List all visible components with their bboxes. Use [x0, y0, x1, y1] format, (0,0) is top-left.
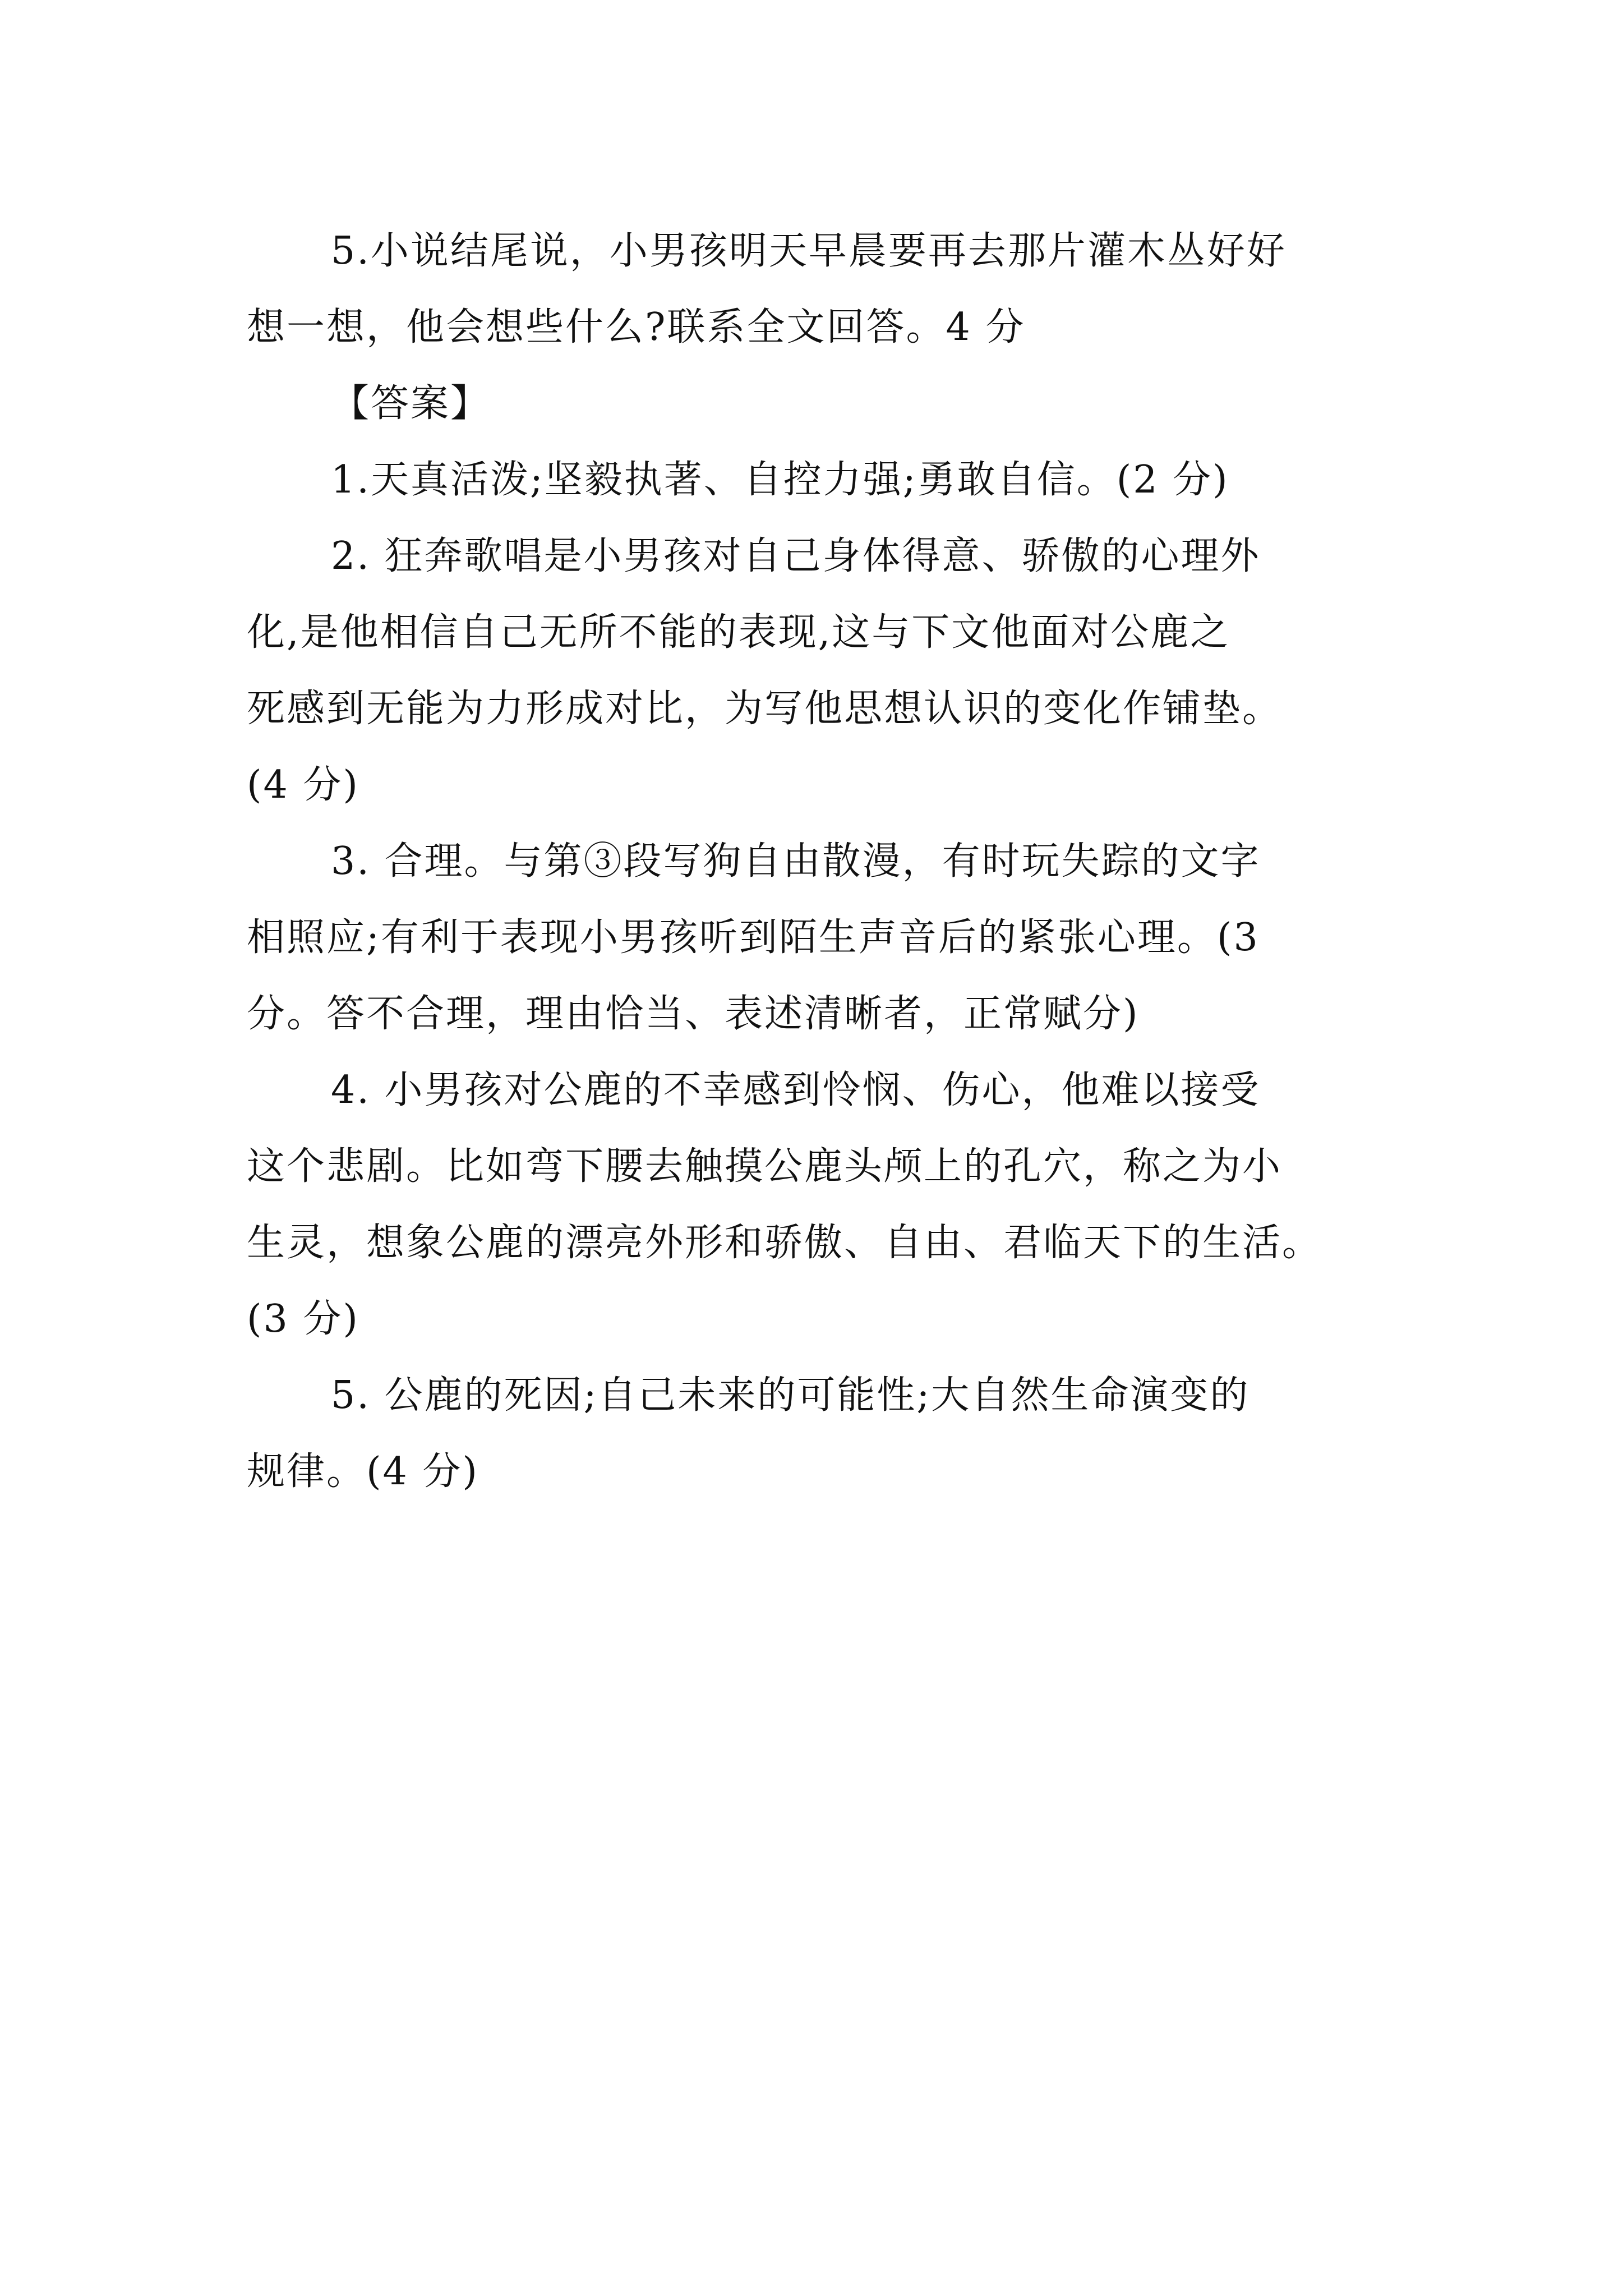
question-5-line-1: 5.小说结尾说，小男孩明天早晨要再去那片灌木丛好好 [331, 229, 1287, 273]
answer-5-line-1: 5. 公鹿的死因;自己未来的可能性;大自然生命演变的 [331, 1373, 1250, 1418]
answer-2-line-4: (4 分) [247, 763, 359, 807]
document-body [247, 213, 1380, 1510]
answer-5-line-2: 规律。(4 分) [247, 1450, 479, 1494]
answer-2-line-2: 化,是他相信自己无所不能的表现,这与下文他面对公鹿之 [247, 610, 1230, 655]
answer-3-line-1: 3. 合理。与第③段写狗自由散漫，有时玩失踪的文字 [331, 839, 1261, 884]
answer-4-line-3: 生灵，想象公鹿的漂亮外形和骄傲、自由、君临天下的生活。 [247, 1221, 1322, 1265]
answer-3-line-2: 相照应;有利于表现小男孩听到陌生声音后的紧张心理。(3 [247, 915, 1260, 960]
answer-3-line-3: 分。答不合理，理由恰当、表述清晰者，正常赋分) [247, 992, 1140, 1036]
answer-4-line-1: 4. 小男孩对公鹿的不幸感到怜悯、伤心，他难以接受 [331, 1068, 1261, 1112]
answer-2-line-1: 2. 狂奔歌唱是小男孩对自己身体得意、骄傲的心理外 [331, 534, 1261, 578]
question-5-line-2: 想一想，他会想些什么?联系全文回答。4 分 [247, 305, 1026, 349]
answer-2-line-3: 死感到无能为力形成对比，为写他思想认识的变化作铺垫。 [247, 687, 1283, 731]
answer-1-line-1: 1.天真活泼;坚毅执著、自控力强;勇敢自信。(2 分) [331, 458, 1229, 502]
answer-4-line-2: 这个悲剧。比如弯下腰去触摸公鹿头颅上的孔穴，称之为小 [247, 1144, 1283, 1189]
answer-heading: 【答案】 [331, 381, 491, 426]
answer-4-line-4: (3 分) [247, 1297, 359, 1341]
